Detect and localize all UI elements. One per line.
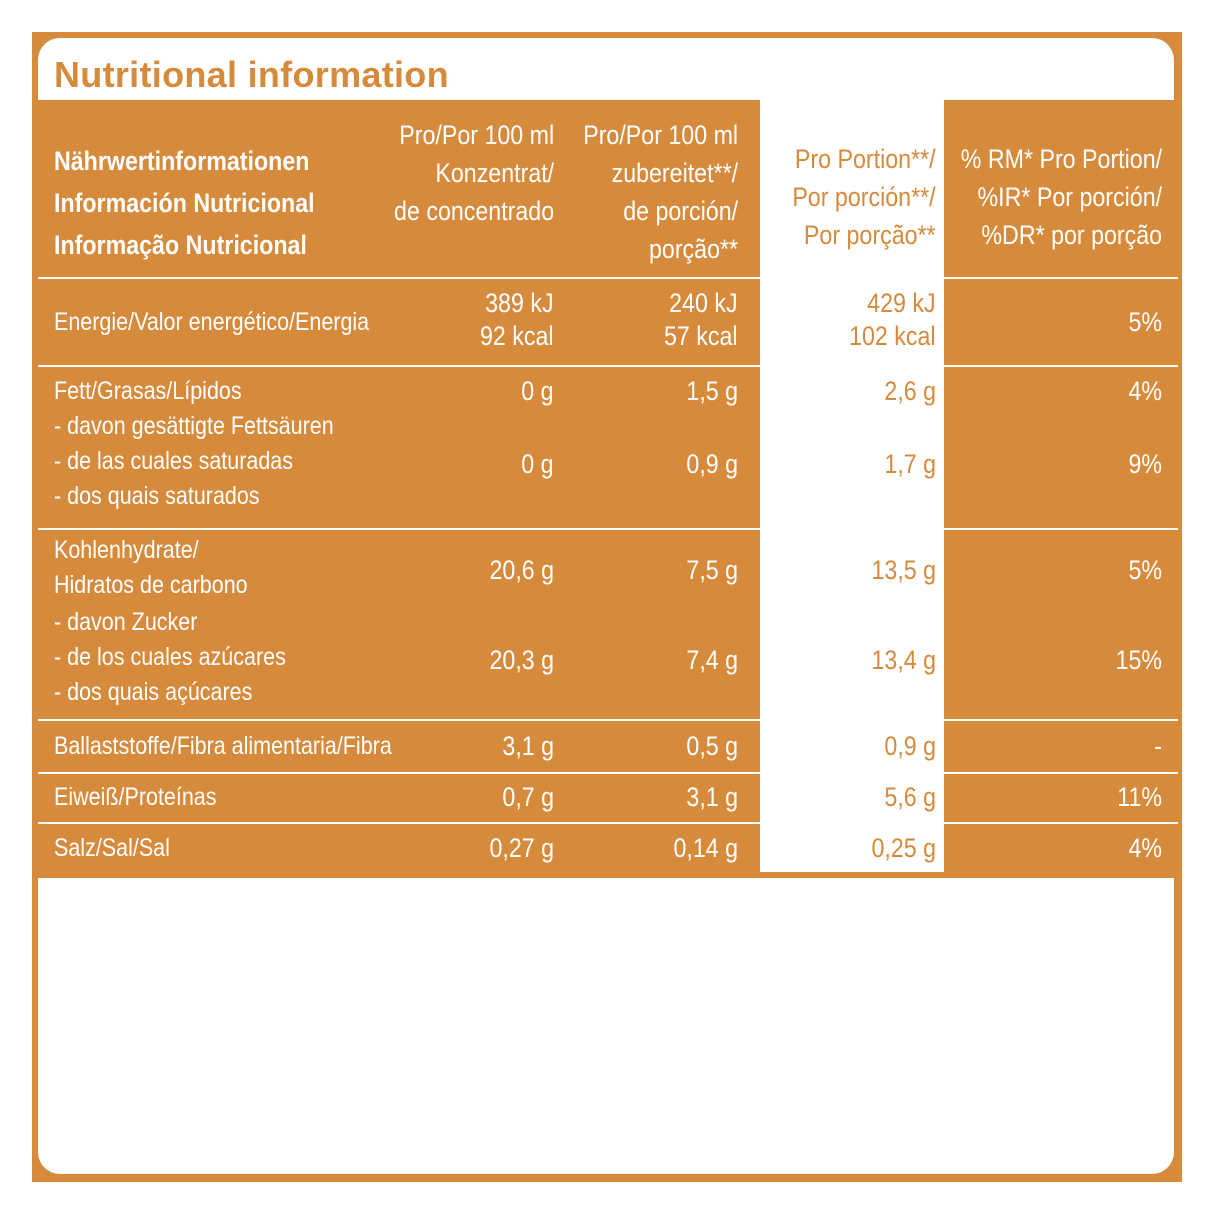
header-col-line: Por porção** [804, 220, 936, 250]
value-line: 240 kJ [669, 288, 738, 318]
fat-prepared: 1,5 g [686, 376, 738, 406]
value-line: 57 kcal [664, 321, 738, 351]
sugar-portion: 13,4 g [871, 645, 936, 675]
row-sublabel-carbs [54, 605, 286, 710]
header-col-portion [793, 140, 936, 254]
value-line: 429 kJ [867, 288, 936, 318]
header-col-line: Por porción**/ [792, 182, 936, 212]
salt-percent: 4% [1128, 833, 1162, 863]
energy-portion [850, 287, 936, 353]
energy-concentrate [480, 287, 554, 353]
salt-concentrate: 0,27 g [489, 833, 554, 863]
header-col-line: % RM* Pro Portion/ [960, 144, 1162, 174]
header-col-prepared [583, 116, 738, 268]
fiber-percent: - [1154, 731, 1162, 761]
header-col-line: %IR* Por porción/ [977, 182, 1162, 212]
footnote [54, 888, 1162, 1105]
footnote-line: Flasche enthält ca. 16 Portionen. / *IR: Ingesta de Referencia de un adulto medio (8400 kJ / 2000 kcal).**Una porción [54, 952, 1106, 978]
footnote-line: ml fettarme Milch ergibt 180 ml Gesamtgetränkmenge (verwendet als Basis für Nährwerte pro 100 ml und Nutri-Score). [54, 921, 1119, 947]
header-col-line: zubereitet**/ [611, 158, 738, 188]
value-line: 92 kcal [480, 321, 554, 351]
row-divider [38, 822, 1178, 824]
header-col-line: de concentrado [393, 196, 554, 226]
footnote-line: obter 180 ml; utilizado como base de cálculo para 100 ml de bebida e para o Nutri-Score. Contém 16 porções. [54, 1076, 1042, 1102]
sublabel-line: - dos quais açúcares [54, 678, 253, 706]
row-sublabel-fat [54, 409, 334, 514]
protein-percent: 11% [1117, 782, 1162, 812]
carbs-percent: 5% [1128, 555, 1162, 585]
salt-portion: 0,25 g [871, 833, 936, 863]
row-label-energy: Energie/Valor energético/Energia [54, 308, 370, 336]
energy-percent: 5% [1128, 307, 1162, 337]
page-title: Nutritional information [54, 54, 449, 95]
row-divider [38, 772, 1178, 774]
header-col-concentrate [394, 116, 554, 230]
header-label-line: Nährwertinformationen [54, 146, 310, 176]
protein-portion: 5,6 g [884, 782, 936, 812]
header-label-line: Informação Nutricional [54, 230, 307, 260]
row-label-carbs [54, 533, 248, 603]
row-divider [38, 719, 1178, 721]
fat-percent: 4% [1128, 376, 1162, 406]
footnote-line: cálculo para 100 ml de bebida y para Nutri-Score. Contiene 16 porciones. / *DR - Dose de Referência para um adulto [54, 1014, 1105, 1040]
saturated-portion: 1,7 g [884, 449, 936, 479]
protein-prepared: 3,1 g [686, 782, 738, 812]
header-label [54, 140, 315, 266]
sugar-percent: 15% [1115, 645, 1162, 675]
sugar-concentrate: 20,3 g [489, 645, 554, 675]
row-label-protein: Eiweiß/Proteínas [54, 783, 217, 811]
row-divider [38, 528, 1178, 530]
header-col-line: Pro/Por 100 ml [399, 120, 554, 150]
header-col-line: Konzentrat/ [435, 158, 554, 188]
label-line: Hidratos de carbono [54, 571, 248, 599]
protein-concentrate: 0,7 g [502, 782, 554, 812]
fat-portion: 2,6 g [884, 376, 936, 406]
sublabel-line: - davon gesättigte Fettsäuren [54, 412, 334, 440]
header-col-line: de porción/ [623, 196, 738, 226]
label-line: Kohlenhydrate/ [54, 536, 199, 564]
saturated-concentrate: 0 g [521, 449, 554, 479]
fiber-portion: 0,9 g [884, 731, 936, 761]
row-divider [38, 365, 1178, 367]
carbs-concentrate: 20,6 g [489, 555, 554, 585]
row-divider [38, 277, 1178, 279]
fiber-concentrate: 3,1 g [502, 731, 554, 761]
energy-prepared [664, 287, 738, 353]
header-col-line: porção** [648, 234, 738, 264]
saturated-prepared: 0,9 g [686, 449, 738, 479]
header-col-line: %DR* por porção [981, 220, 1162, 250]
row-label-salt: Salz/Sal/Sal [54, 834, 170, 862]
fiber-prepared: 0,5 g [686, 731, 738, 761]
carbs-prepared: 7,5 g [686, 555, 738, 585]
saturated-percent: 9% [1128, 449, 1162, 479]
sugar-prepared: 7,4 g [686, 645, 738, 675]
row-label-fiber: Ballaststoffe/Fibra alimentaria/Fibra [54, 732, 392, 760]
salt-prepared: 0,14 g [673, 833, 738, 863]
value-line: 102 kcal [849, 321, 936, 351]
header-col-line: Pro/Por 100 ml [583, 120, 738, 150]
footnote-line: corresponde a 30 ml de concentrado + 150 ml de leche semidesnatada, para obtener 180 ml; utilizado como base de [54, 983, 1104, 1009]
value-line: 389 kJ [485, 288, 554, 318]
header-col-line: Pro Portion**/ [795, 144, 936, 174]
sublabel-line: - davon Zucker [54, 608, 198, 636]
carbs-portion: 13,5 g [871, 555, 936, 585]
footnote-line: *Referenzmenge für einen durchschnittlichen Erwachsenen (8400 kJ/2000 kcal). **30 ml (2 Esslöffel) Konzentrat + 150 [54, 890, 1118, 916]
header-col-percent [961, 140, 1162, 254]
sublabel-line: - de los cuales azúcares [54, 643, 286, 671]
sublabel-line: - de las cuales saturadas [54, 447, 294, 475]
header-label-line: Información Nutricional [54, 188, 315, 218]
row-label-fat: Fett/Grasas/Lípidos [54, 377, 242, 405]
footnote-line: médio (8400 kJ/2000 kcal). **Uma porção corresponde a 30 ml de concentrado + 150 ml de leite meio gordo, para [54, 1045, 1078, 1071]
sublabel-line: - dos quais saturados [54, 482, 260, 510]
fat-concentrate: 0 g [521, 376, 554, 406]
